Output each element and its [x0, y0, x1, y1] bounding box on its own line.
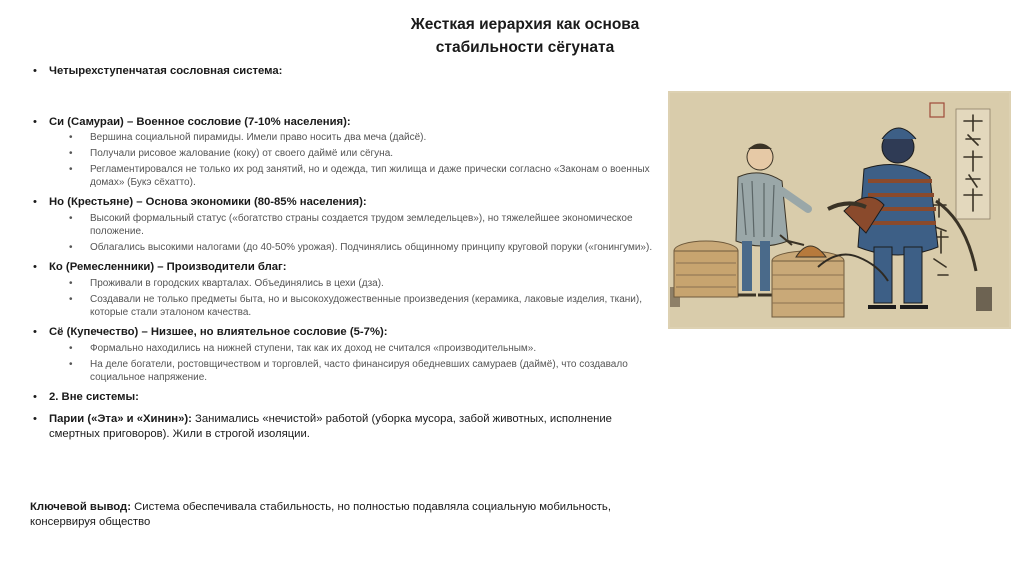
- estate-merchants-heading: • Сё (Купечество) – Низшее, но влиятельное сословие (5-7%):: [33, 325, 653, 340]
- artwork-illustration: [668, 91, 1011, 329]
- pariah-bullet: [33, 412, 653, 442]
- estate-merchants-point: • На деле богатели, ростовщичеством и торговлей, часто финансируя обедневших самураев (даймё), что создавало социальное напряжение.: [33, 358, 653, 384]
- key-conclusion-label: Ключевой вывод:: [30, 501, 131, 513]
- estate-peasants-point: • Высокий формальный статус («богатство страны создается трудом земледельцев»), но тяжелейшее экономическое положение.: [33, 212, 653, 238]
- estate-samurai-point: • Получали рисовое жалование (коку) от своего даймё или сёгуна.: [33, 147, 653, 160]
- estate-artisans-heading: • Ко (Ремесленники) – Производители благ:: [33, 260, 653, 275]
- title-line-1: Жесткая иерархия как основа: [410, 16, 640, 33]
- ukiyo-e-artwork: [668, 91, 1011, 329]
- estate-artisans-point: • Создавали не только предметы быта, но и высокохудожественные произведения (керамика, лаковые изделия, ткани), которые стали эталоном качества.: [33, 293, 653, 319]
- estate-samurai-point: • Регламентировался не только их род занятий, но и одежда, тип жилища и даже прически согласно «Законам о военных домах» (Букэ сёхатто).: [33, 163, 653, 189]
- estate-peasants-point: • Облагались высокими налогами (до 40-50% урожая). Подчинялись общинному принципу круговой поруки («гонингуми»).: [33, 241, 653, 254]
- intro-bullet: • Четырехступенчатая сословная система:: [33, 64, 653, 79]
- key-conclusion-text: Система обеспечивала стабильность, но полностью подавляла социальную мобильность, консервируя общество: [30, 501, 611, 528]
- estate-samurai-point: • Вершина социальной пирамиды. Имели право носить два меча (дайсё).: [33, 131, 653, 144]
- pariah-text: Занимались «нечистой» работой (уборка мусора, забой животных, исполнение смертных приговоров). Жили в строгой изоляции.: [49, 413, 612, 440]
- estate-peasants-heading: • Но (Крестьяне) – Основа экономики (80-85% населения):: [33, 195, 653, 210]
- estate-artisans-point: • Проживали в городских кварталах. Объединялись в цехи (дза).: [33, 277, 653, 290]
- slide-body: [33, 64, 653, 442]
- pariah-label: Парии («Эта» и «Хинин»):: [49, 413, 192, 425]
- slide-title: [360, 13, 690, 59]
- title-line-2: стабильности сёгуната: [435, 39, 615, 56]
- section-outside-system: • 2. Вне системы:: [33, 390, 653, 405]
- estate-samurai-heading: • Си (Самураи) – Военное сословие (7-10% населения):: [33, 115, 653, 130]
- key-conclusion: [30, 500, 660, 530]
- estate-merchants-point: • Формально находились на нижней ступени, так как их доход не считался «производительным».: [33, 342, 653, 355]
